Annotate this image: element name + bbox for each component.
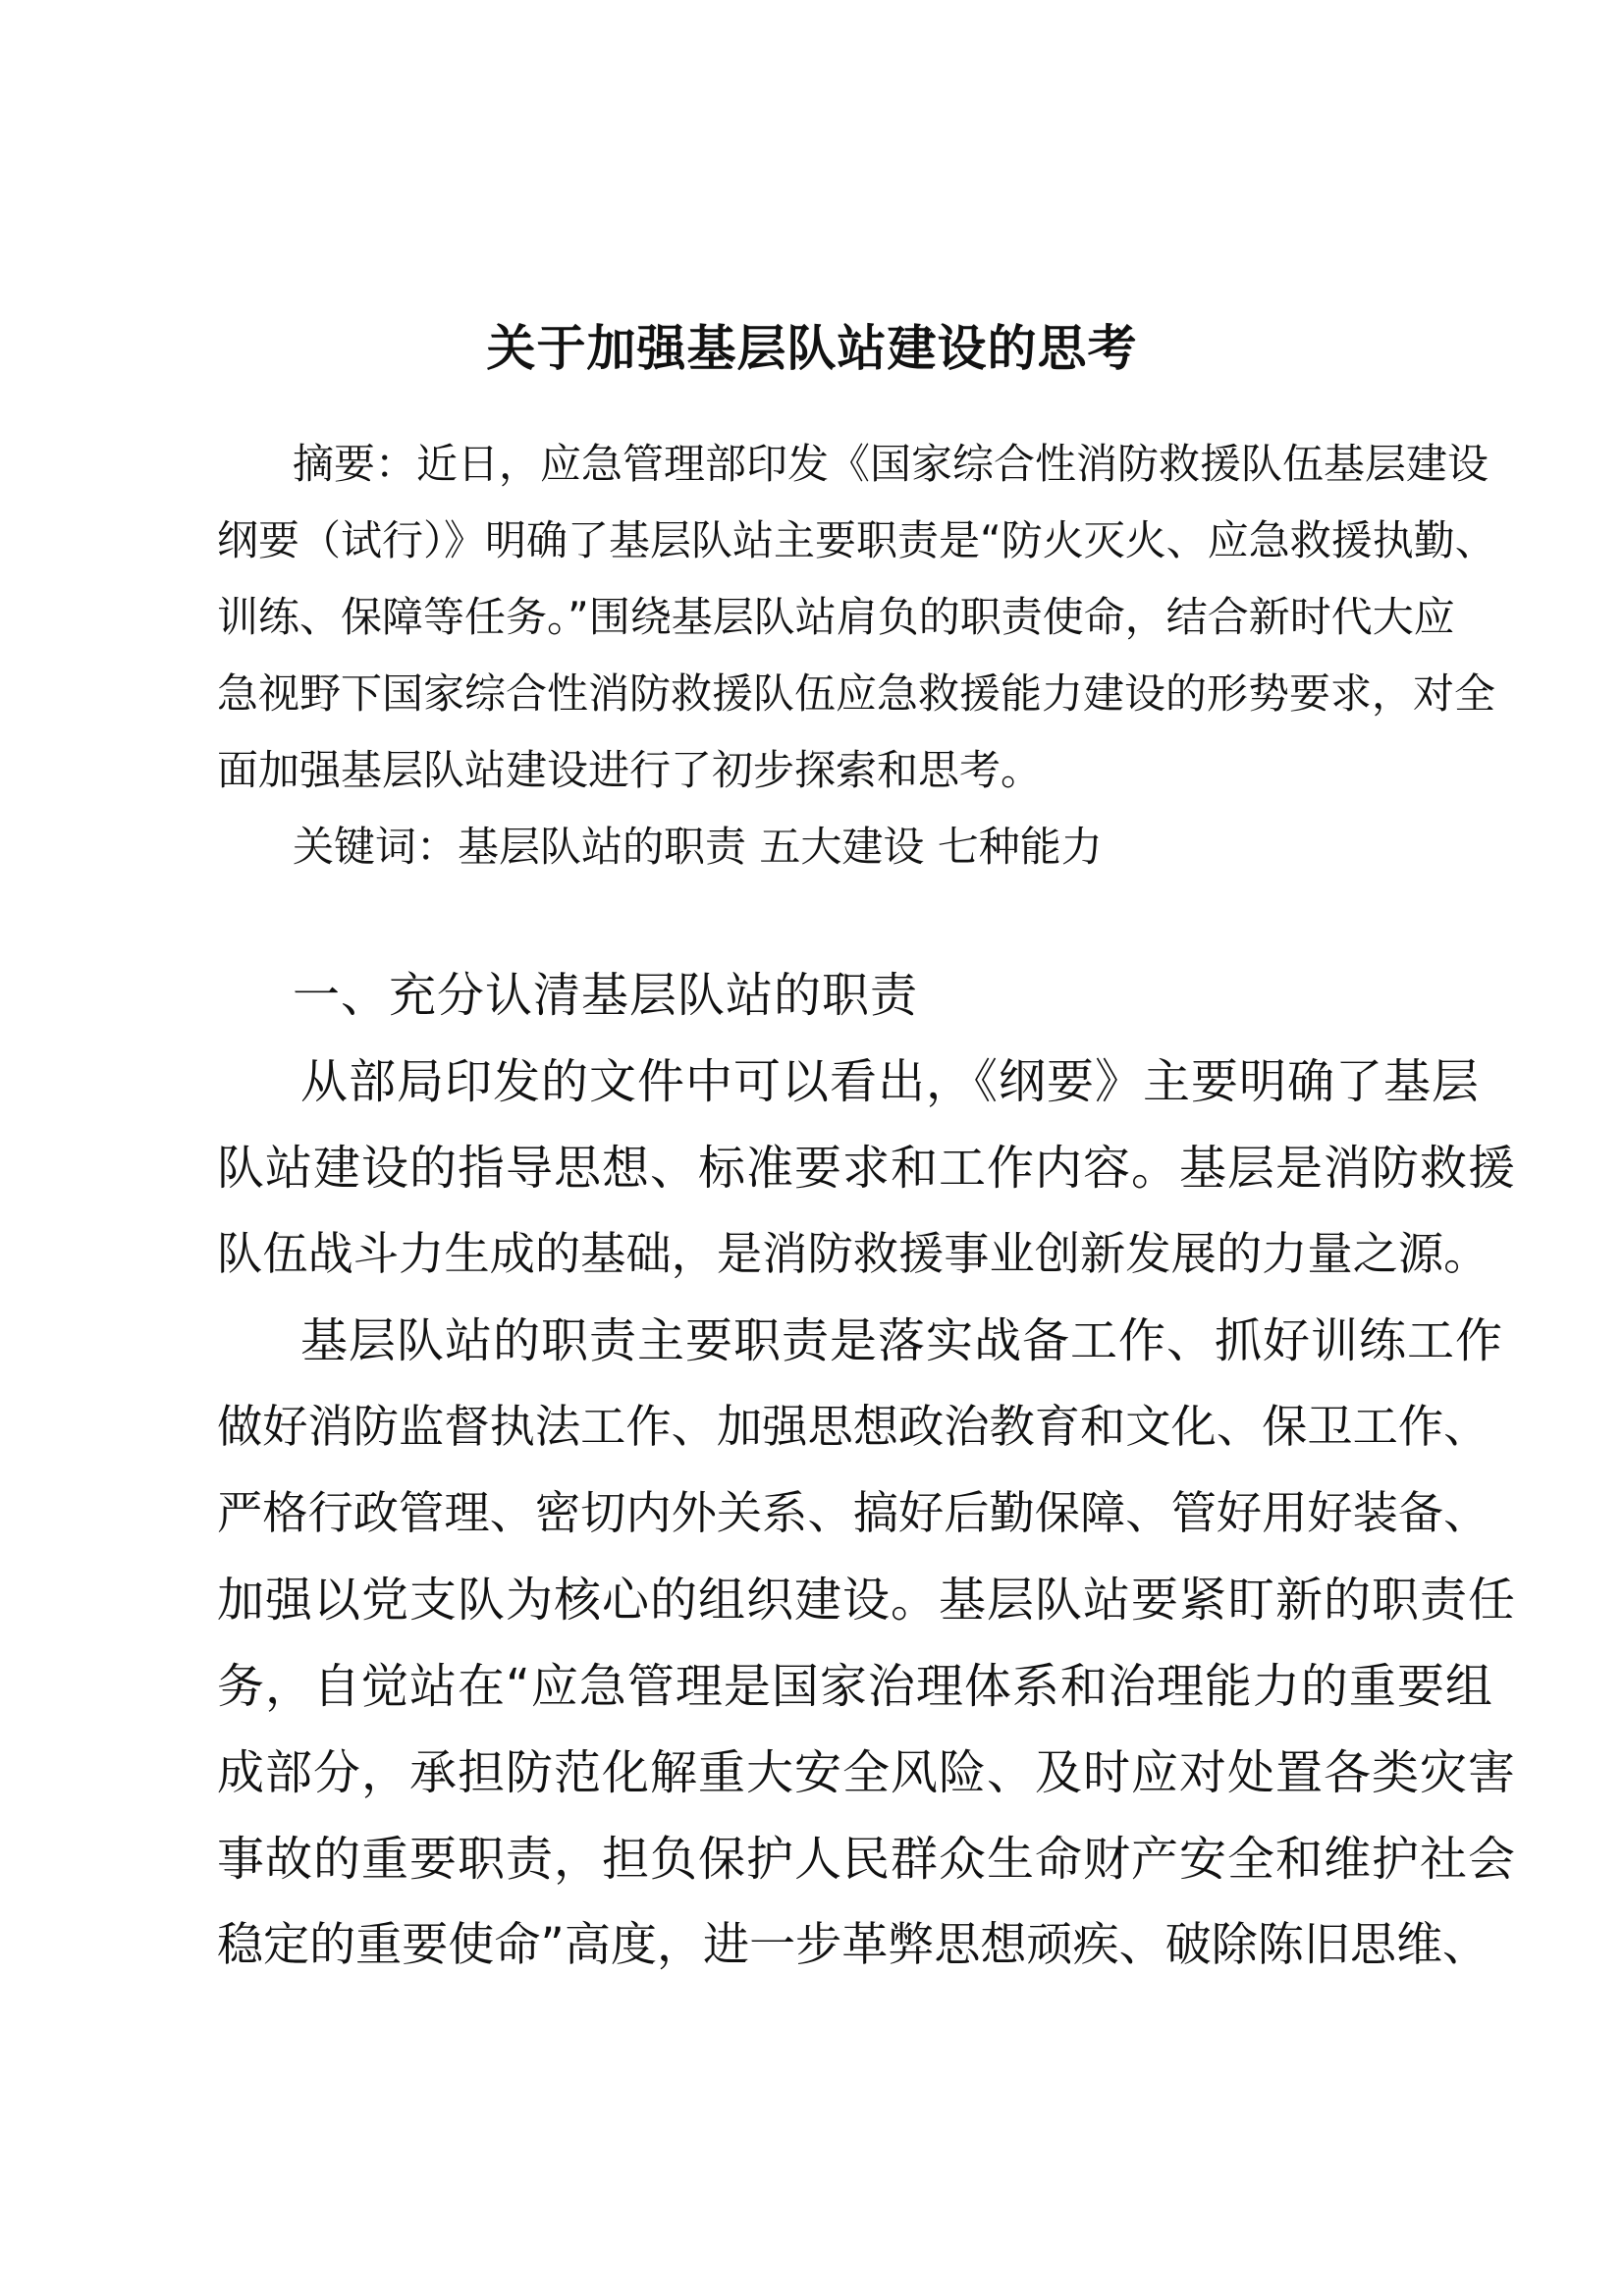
body-line: 成部分，承担防范化解重大安全风险、及时应对处置各类灾害: [217, 1745, 1517, 1800]
body-line: 严格行政管理、密切内外关系、搞好后勤保障、管好用好装备、: [217, 1486, 1489, 1539]
body-line: 基层队站的职责主要职责是落实战备工作、抓好训练工作: [300, 1313, 1504, 1368]
body-line: 队伍战斗力生成的基础，是消防救援事业创新发展的力量之源。: [217, 1227, 1489, 1280]
body-line: 加强以党支队为核心的组织建设。基层队站要紧盯新的职责任: [217, 1573, 1517, 1628]
keywords: 关键词：基层队站的职责 五大建设 七种能力: [293, 823, 1103, 871]
abstract-line: 面加强基层队站建设进行了初步探索和思考。: [217, 746, 1043, 794]
abstract-line: 急视野下国家综合性消防救援队伍应急救援能力建设的形势要求，对全: [217, 669, 1496, 718]
body-line: 事故的重要职责，担负保护人民群众生命财产安全和维护社会: [217, 1832, 1517, 1887]
page-title: 关于加强基层队站建设的思考: [486, 320, 1138, 377]
body-line: 稳定的重要使命”高度，进一步革弊思想顽疾、破除陈旧思维、: [217, 1918, 1489, 1972]
body-line: 从部局印发的文件中可以看出，《纲要》主要明确了基层: [300, 1054, 1481, 1109]
body-line: 务，自觉站在“应急管理是国家治理体系和治理能力的重要组: [217, 1659, 1493, 1714]
abstract-line: 纲要（试行）》明确了基层队站主要职责是“防火灭火、应急救援执勤、: [217, 516, 1496, 564]
abstract-line: 训练、保障等任务。”围绕基层队站肩负的职责使命，结合新时代大应: [217, 593, 1455, 641]
body-line: 做好消防监督执法工作、加强思想政治教育和文化、保卫工作、: [217, 1400, 1489, 1453]
section-heading: 一、充分认清基层队站的职责: [293, 968, 919, 1023]
body-line: 队站建设的指导思想、标准要求和工作内容。基层是消防救援: [217, 1141, 1517, 1196]
abstract-line: 摘要：近日，应急管理部印发《国家综合性消防救援队伍基层建设: [293, 440, 1489, 488]
